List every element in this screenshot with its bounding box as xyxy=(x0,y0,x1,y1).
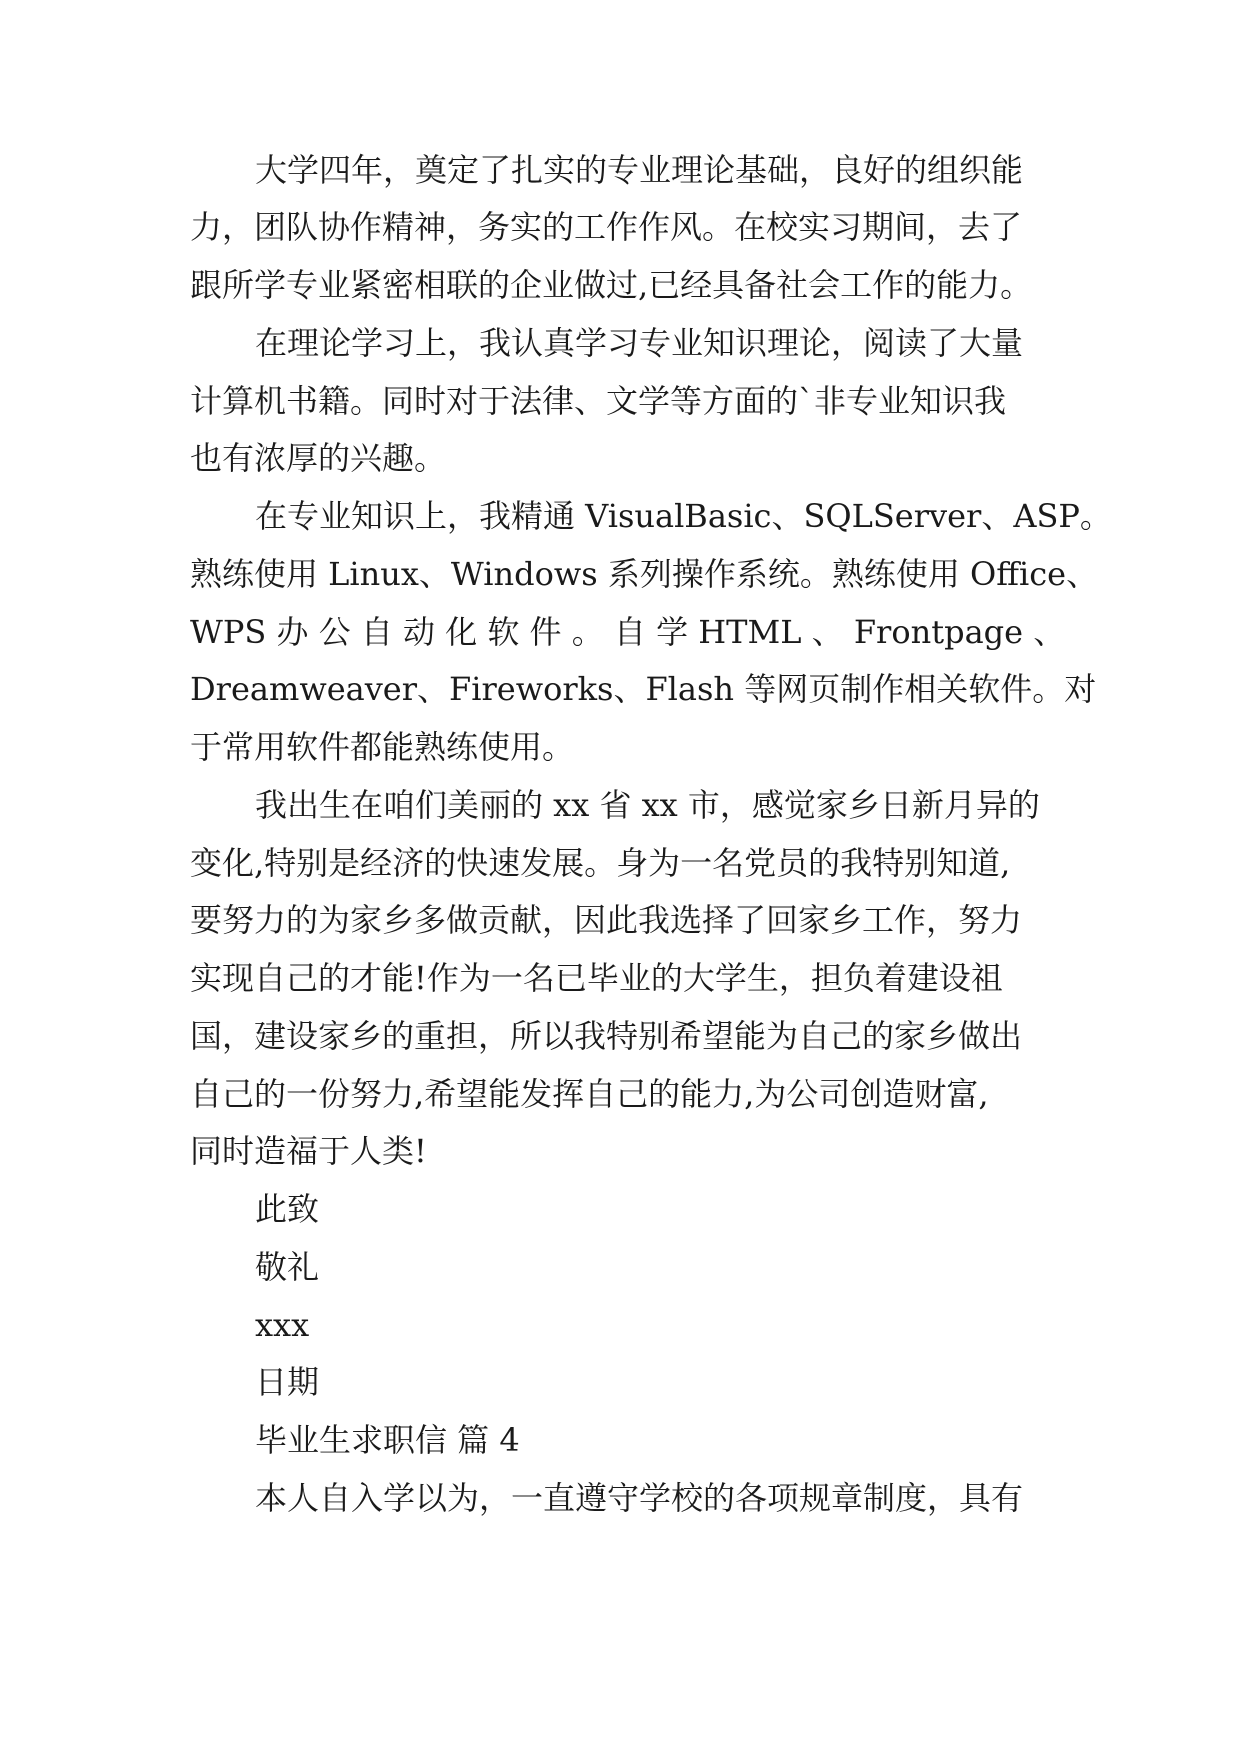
closing-salutation: 此致 xyxy=(255,1190,320,1228)
paragraph-2-line-3: 也有浓厚的兴趣。 xyxy=(190,439,447,477)
paragraph-5-line-1: 本人自入学以为，一直遵守学校的各项规章制度，具有 xyxy=(255,1479,1024,1517)
closing-regards: 敬礼 xyxy=(255,1248,320,1286)
paragraph-4-line-1: 我出生在咱们美丽的 xx 省 xx 市，感觉家乡日新月异的 xyxy=(255,786,1040,824)
paragraph-3-line-2: 熟练使用 Linux、Windows 系列操作系统。熟练使用 Office、 xyxy=(190,555,1099,593)
section-heading: 毕业生求职信 篇 4 xyxy=(255,1421,520,1459)
paragraph-4-line-5: 国，建设家乡的重担，所以我特别希望能为自己的家乡做出 xyxy=(190,1017,1023,1055)
paragraph-3-line-1: 在专业知识上，我精通 VisualBasic、SQLServer、ASP。 xyxy=(255,497,1112,535)
paragraph-4-line-4: 实现自己的才能!作为一名已毕业的大学生，担负着建设祖 xyxy=(190,959,1003,997)
paragraph-1-line-3: 跟所学专业紧密相联的企业做过,已经具备社会工作的能力。 xyxy=(190,266,1033,304)
paragraph-3-line-5: 于常用软件都能熟练使用。 xyxy=(190,728,575,766)
paragraph-1-line-1: 大学四年，奠定了扎实的专业理论基础，良好的组织能 xyxy=(255,151,1024,189)
paragraph-4-line-6: 自己的一份努力,希望能发挥自己的能力,为公司创造财富, xyxy=(190,1075,989,1113)
paragraph-4-line-3: 要努力的为家乡多做贡献，因此我选择了回家乡工作，努力 xyxy=(190,901,1023,939)
signature-date: 日期 xyxy=(255,1363,320,1401)
paragraph-4-line-2: 变化,特别是经济的快速发展。身为一名党员的我特别知道, xyxy=(190,844,1011,882)
paragraph-3-line-3: WPS 办 公 自 动 化 软 件 。 自 学 HTML 、 Frontpage 、 xyxy=(190,613,1066,651)
paragraph-1-line-2: 力，团队协作精神，务实的工作作风。在校实习期间，去了 xyxy=(190,208,1023,246)
paragraph-4-line-7: 同时造福于人类! xyxy=(190,1132,427,1170)
signature-name: xxx xyxy=(255,1306,310,1344)
paragraph-2-line-1: 在理论学习上，我认真学习专业知识理论，阅读了大量 xyxy=(255,324,1024,362)
paragraph-3-line-4: Dreamweaver、Fireworks、Flash 等网页制作相关软件。对 xyxy=(190,670,1097,708)
paragraph-2-line-2: 计算机书籍。同时对于法律、文学等方面的`非专业知识我 xyxy=(190,382,1007,420)
